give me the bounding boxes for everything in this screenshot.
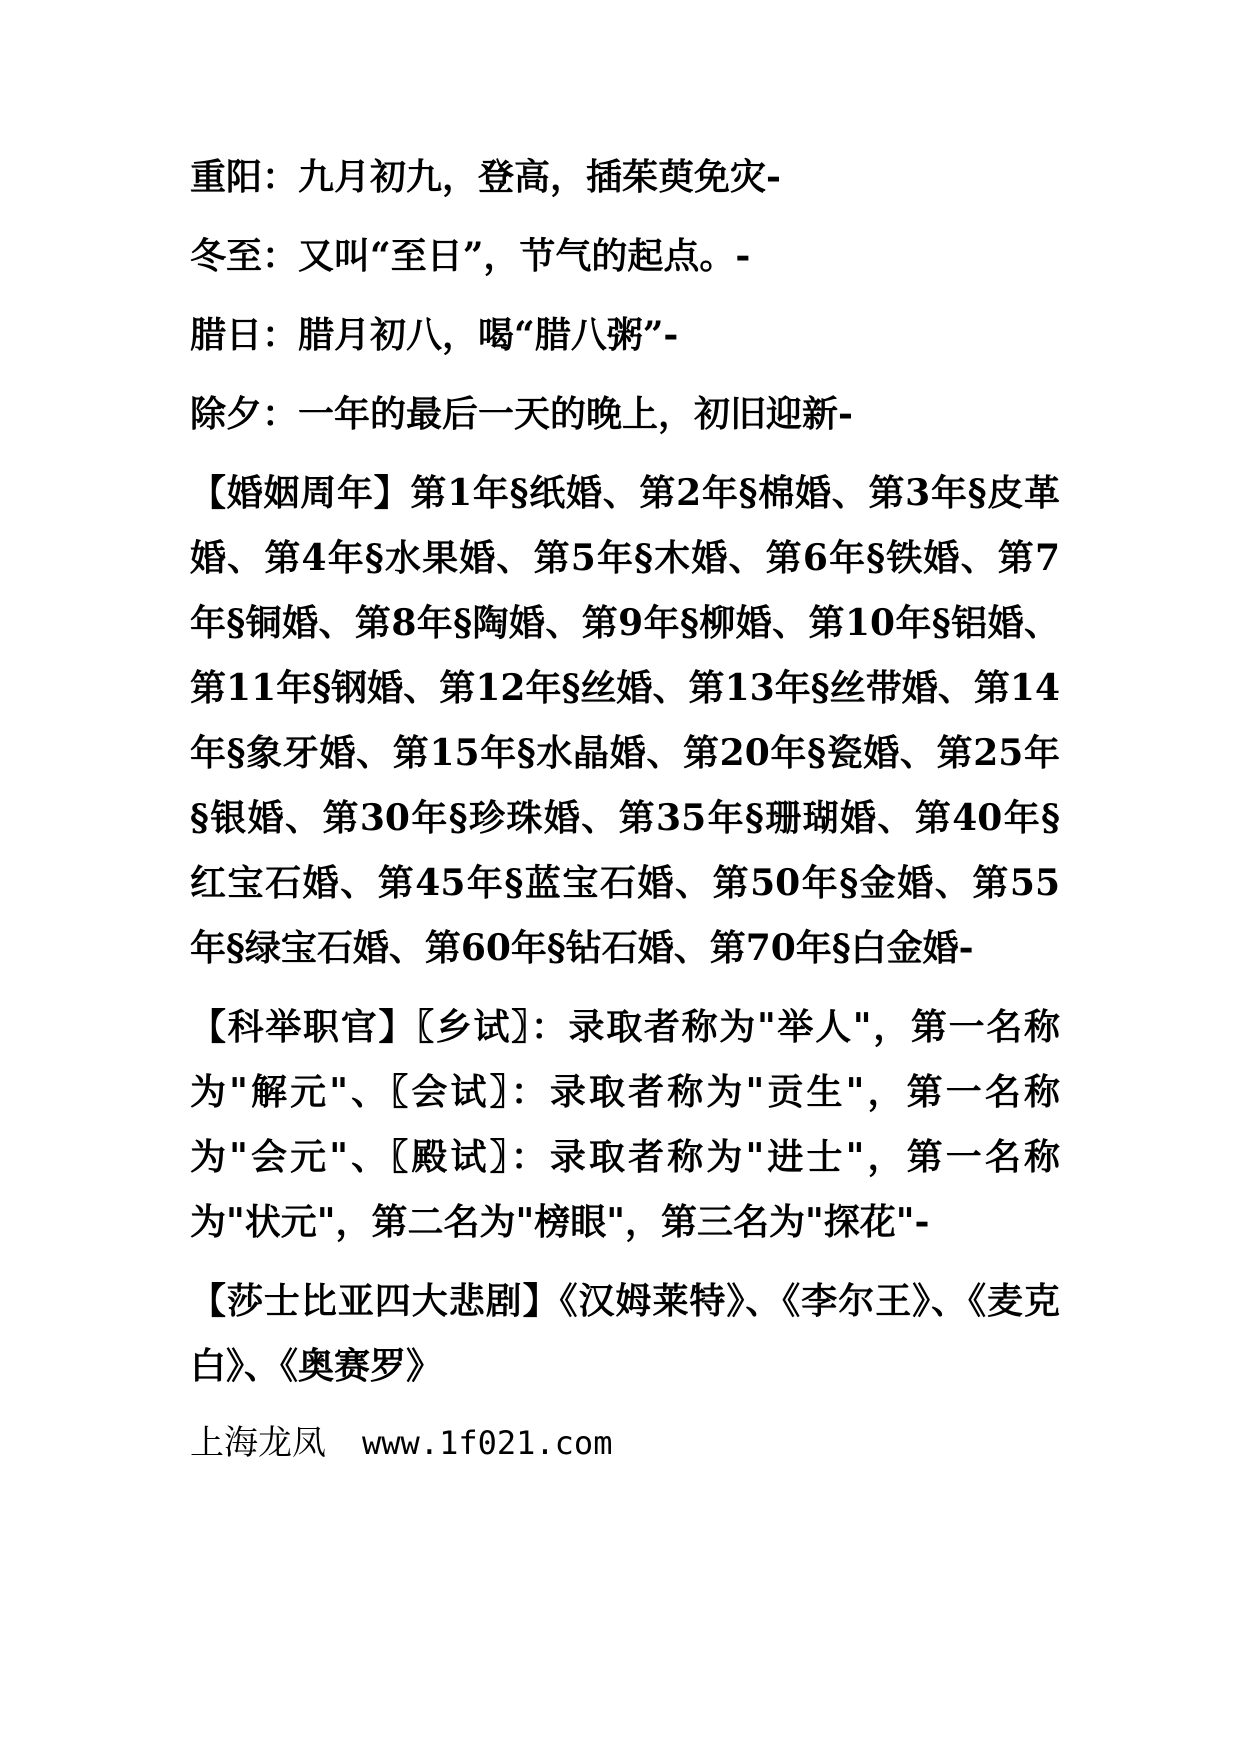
paragraph-chongyang: 重阳：九月初九，登高，插茱萸免灾- (190, 156, 781, 198)
document-footer (190, 1413, 1060, 1473)
document-page (190, 145, 1060, 1473)
paragraph-chuxi: 除夕：一年的最后一天的晚上，初旧迎新- (190, 393, 853, 435)
paragraph-dongzhi: 冬至：又叫“至日”，节气的起点。- (190, 235, 751, 277)
footer-url: www.1f021.com (362, 1424, 613, 1462)
paragraph-shakespeare-tragedies: 【莎士比亚四大悲剧】《汉姆莱特》、《李尔王》、《麦克白》、《奥赛罗》 (190, 1280, 1060, 1387)
paragraph-lari: 腊日：腊月初八，喝“腊八粥”- (190, 314, 679, 356)
paragraph-imperial-exams: 【科举职官】〖乡试〗：录取者称为"举人"，第一名称为"解元"、〖会试〗：录取者称为"贡生"，第一名称为"会元"、〖殿试〗：录取者称为"进士"，第一名称为"状元"，第二名为"榜眼"，第三名为"探花"- (190, 1006, 1060, 1243)
footer-name: 上海龙凤 (190, 1423, 326, 1463)
paragraph-marriage-anniversaries: 【婚姻周年】第1年§纸婚、第2年§棉婚、第3年§皮革婚、第4年§水果婚、第5年§木婚、第6年§铁婚、第7年§铜婚、第8年§陶婚、第9年§柳婚、第10年§铝婚、第11年§钢婚、第12年§丝婚、第13年§丝带婚、第14年§象牙婚、第15年§水晶婚、第20年§瓷婚、第25年§银婚、第30年§珍珠婚、第35年§珊瑚婚、第40年§红宝石婚、第45年§蓝宝石婚、第50年§金婚、第55年§绿宝石婚、第60年§钻石婚、第70年§白金婚- (190, 472, 1060, 969)
